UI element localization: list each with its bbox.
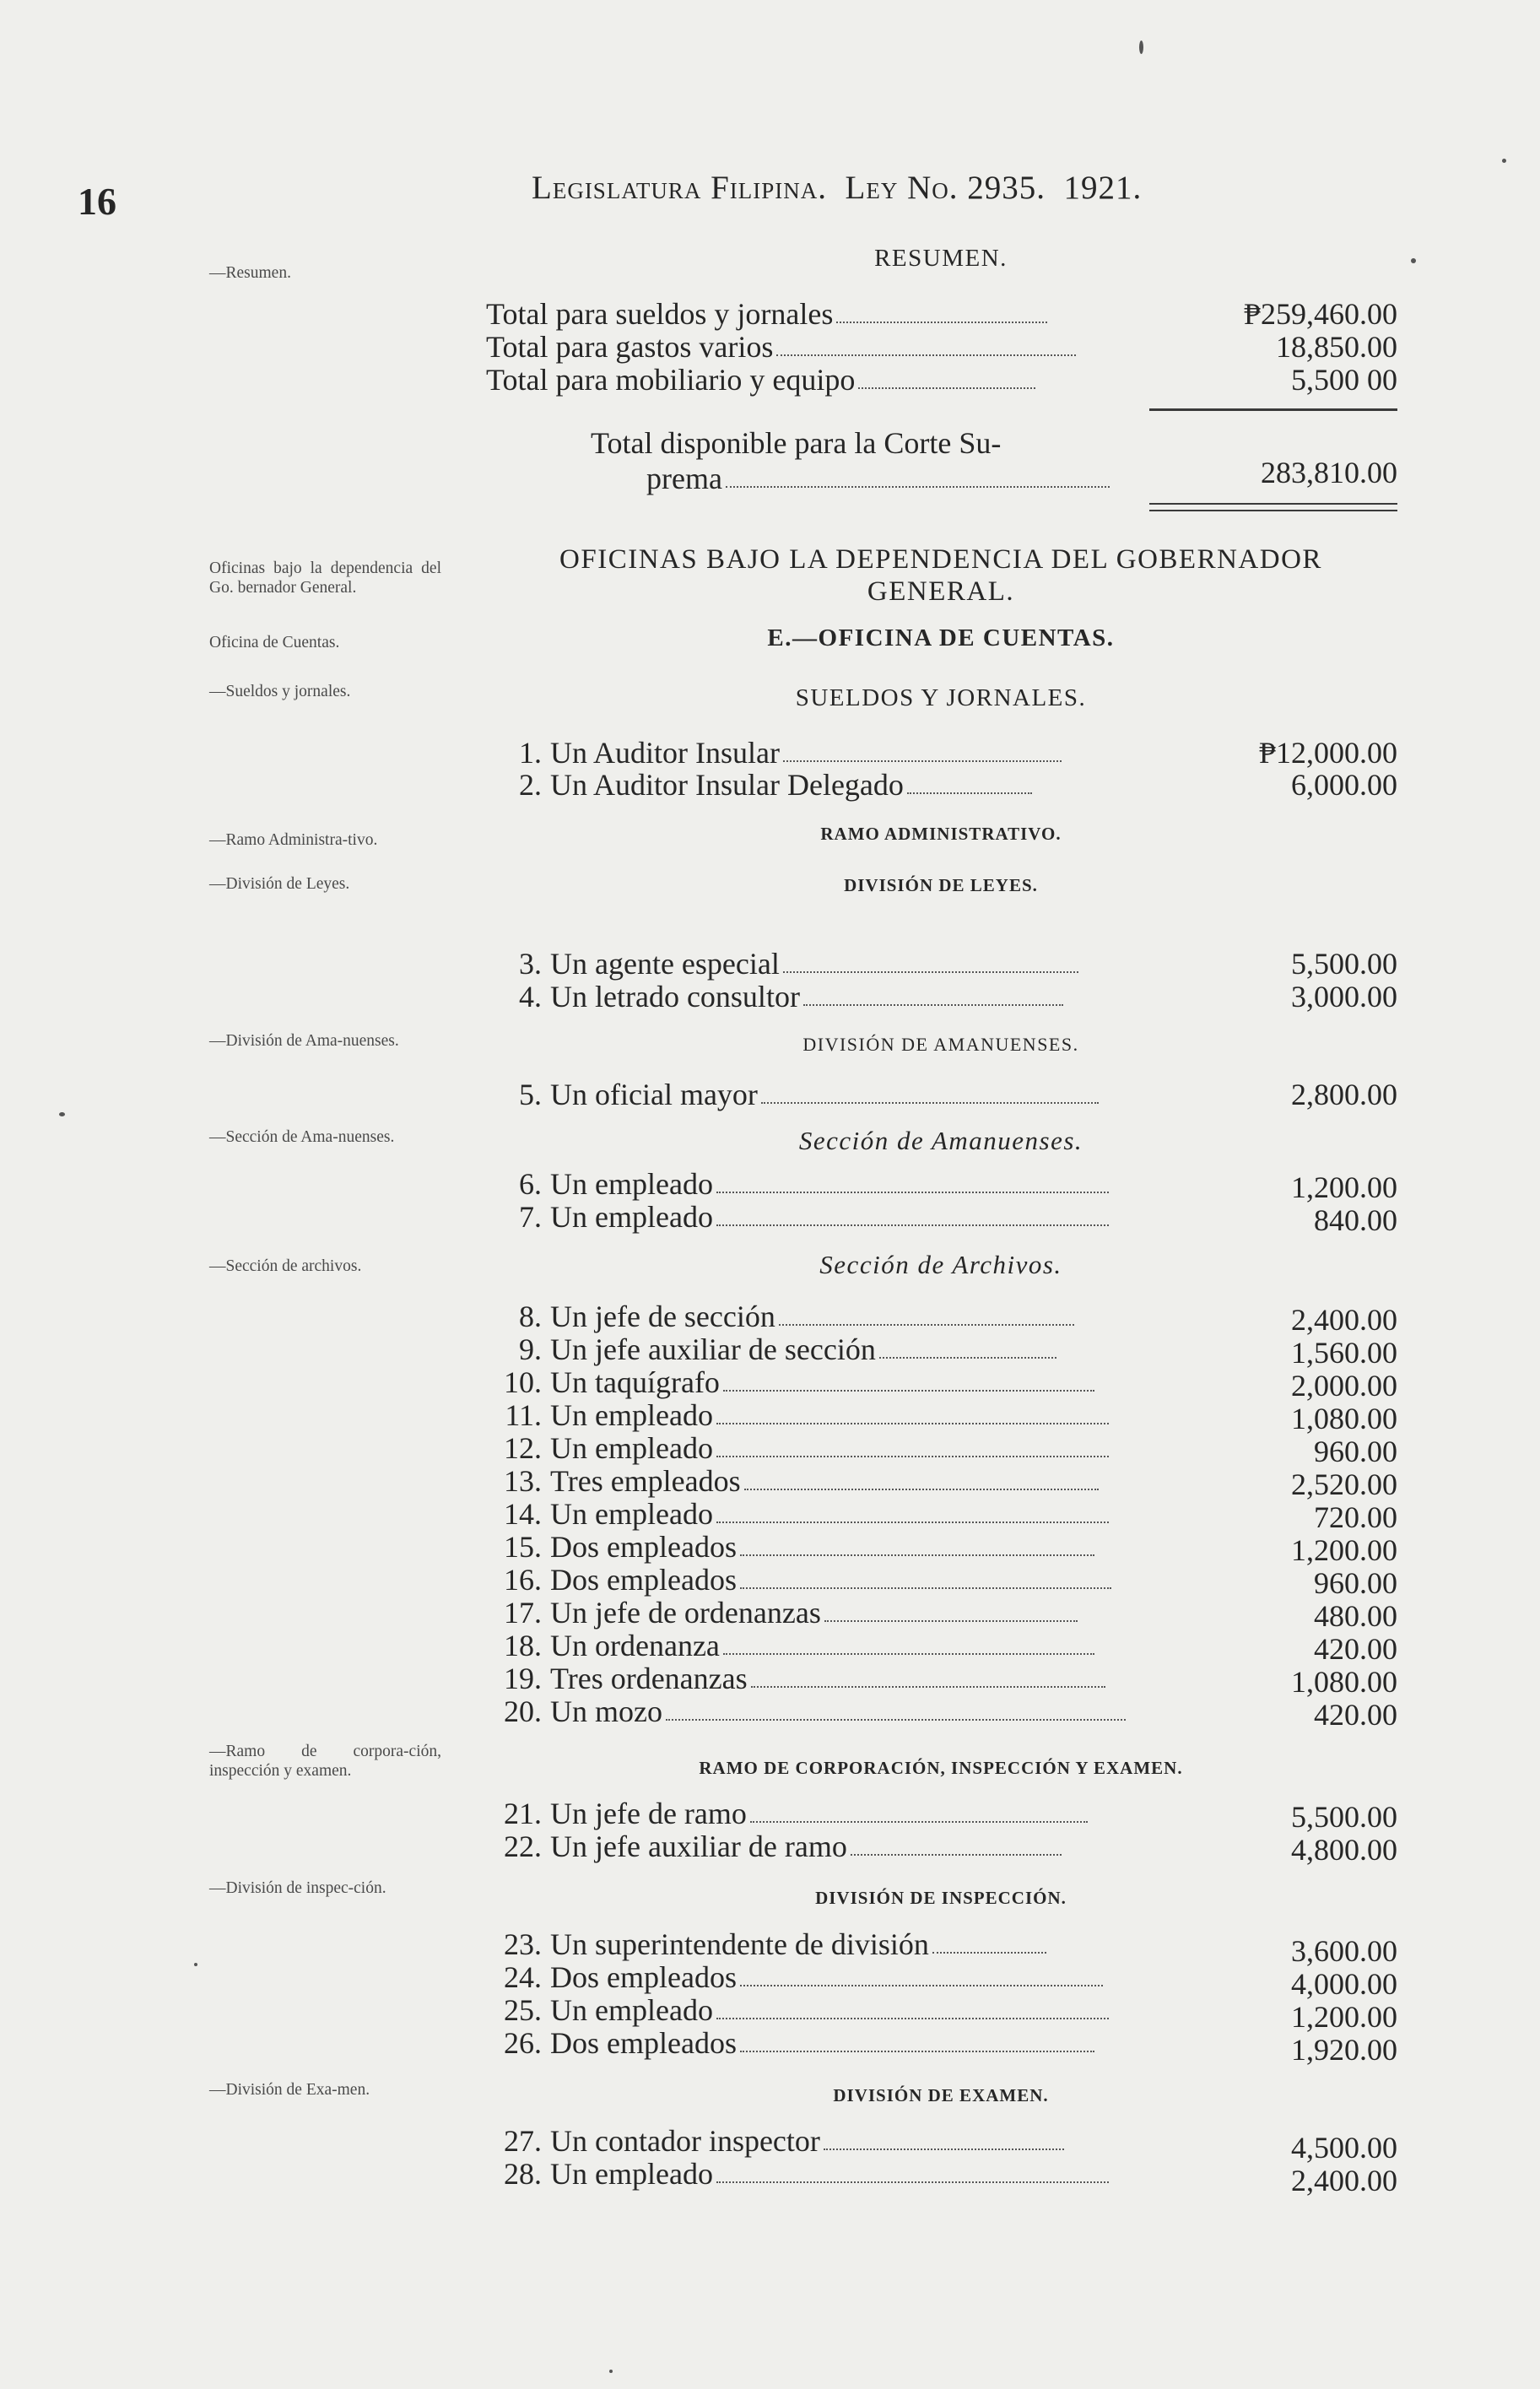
line-item-amount: ₱12,000.00: [1258, 736, 1397, 770]
margin-note-sueldos: —Sueldos y jornales.: [209, 683, 351, 700]
line-item-label: Un agente especial: [550, 947, 780, 981]
section-heading-seccion-amanuenses: Sección de Amanuenses.: [798, 1126, 1083, 1155]
dot-leader: [932, 1952, 1046, 1954]
line-item-label: Un empleado: [550, 1993, 713, 2027]
line-item: [486, 1797, 1088, 1830]
line-item-amount: 6,000.00: [1291, 768, 1397, 802]
dot-leader: [851, 1854, 1062, 1856]
margin-note-ramo-admin: —Ramo Administra-tivo.: [209, 831, 378, 849]
line-item-label: Un jefe auxiliar de ramo: [550, 1830, 847, 1863]
running-head-legislature: Legislatura Filipina.: [532, 170, 827, 206]
line-item-number: 1.: [519, 736, 542, 770]
resumen-line-label: Total para mobiliario y equipo: [486, 363, 856, 397]
line-item-label: Un contador inspector: [550, 2124, 820, 2158]
line-item-number: 19.: [504, 1662, 542, 1695]
dot-leader: [761, 1102, 1099, 1104]
line-item: [486, 1596, 1078, 1630]
dot-leader: [716, 1224, 1109, 1226]
resumen-line: [486, 363, 1035, 397]
line-item-amount: 2,400.00: [1291, 1303, 1397, 1337]
dot-leader: [723, 1390, 1094, 1392]
line-item: [486, 768, 1032, 802]
print-speck: [1411, 258, 1416, 263]
line-item-number: 20.: [504, 1694, 542, 1728]
resumen-line: [486, 330, 1076, 364]
line-item: [486, 1563, 1111, 1597]
line-item-label: Un Auditor Insular: [550, 736, 780, 770]
line-item: [486, 1993, 1109, 2027]
line-item-number: 14.: [504, 1497, 542, 1531]
dot-leader: [803, 1004, 1063, 1006]
print-speck: [1502, 159, 1506, 163]
line-item-amount: 1,080.00: [1291, 1665, 1397, 1699]
line-item: [486, 1694, 1126, 1728]
dot-leader: [824, 2148, 1064, 2150]
margin-note-division-amanuenses: —División de Ama-nuenses.: [209, 1032, 399, 1050]
line-item-label: Un taquígrafo: [550, 1365, 720, 1399]
line-item-label: Un superintendente de división: [550, 1927, 929, 1961]
dot-leader: [716, 1522, 1109, 1523]
resumen-line-label: Total para gastos varios: [486, 330, 774, 364]
line-item-amount: 4,500.00: [1291, 2131, 1397, 2165]
line-item-amount: 1,200.00: [1291, 1533, 1397, 1567]
line-item: [486, 1078, 1099, 1111]
line-item-label: Tres empleados: [550, 1464, 741, 1498]
dot-leader: [776, 354, 1076, 356]
dot-leader: [740, 1554, 1094, 1556]
line-item-number: 9.: [519, 1332, 542, 1366]
running-head: [532, 169, 1142, 207]
line-item-label: Un jefe de sección: [550, 1300, 775, 1333]
line-item-number: 18.: [504, 1629, 542, 1662]
line-item-amount: 5,500.00: [1291, 1800, 1397, 1834]
resumen-total-label-1: Total disponible para la Corte Su-: [591, 426, 1002, 460]
line-item: [486, 1431, 1109, 1465]
line-item-label: Un ordenanza: [550, 1629, 720, 1662]
line-item-label: Dos empleados: [550, 1960, 737, 1994]
resumen-total-row: [646, 462, 1110, 495]
margin-note-ramo-corporacion: —Ramo de corpora-ción, inspección y examen.: [209, 1743, 441, 1780]
margin-note-seccion-amanuenses: —Sección de Ama-nuenses.: [209, 1128, 395, 1146]
margin-note-division-leyes: —División de Leyes.: [209, 875, 350, 893]
line-item-amount: 1,920.00: [1291, 2033, 1397, 2067]
section-heading-ramo-admin: RAMO ADMINISTRATIVO.: [820, 824, 1062, 844]
line-item-number: 28.: [504, 2157, 542, 2191]
line-item: [486, 980, 1063, 1013]
line-item-amount: 420.00: [1314, 1698, 1397, 1732]
line-item-label: Un empleado: [550, 1497, 713, 1531]
margin-note-oficina-cuentas: Oficina de Cuentas.: [209, 634, 340, 651]
resumen-line-amount: 18,850.00: [1276, 330, 1397, 364]
resumen-total-amount: 283,810.00: [1261, 456, 1397, 489]
margin-note-oficinas: Oficinas bajo la dependencia del Go. bernador General.: [209, 559, 441, 597]
line-item-label: Un letrado consultor: [550, 980, 800, 1013]
line-item-amount: 960.00: [1314, 1566, 1397, 1600]
line-item: [486, 1398, 1109, 1432]
dot-leader: [716, 2181, 1109, 2183]
margin-note-division-inspeccion: —División de inspec-ción.: [209, 1879, 386, 1897]
section-heading-oficina-cuentas: E.—OFICINA DE CUENTAS.: [767, 624, 1115, 651]
line-item-number: 6.: [519, 1167, 542, 1201]
line-item: [486, 1662, 1105, 1695]
resumen-line-amount: 5,500 00: [1291, 363, 1397, 397]
line-item-number: 11.: [505, 1398, 542, 1432]
dot-leader: [744, 1489, 1099, 1490]
line-item-amount: 1,200.00: [1291, 1170, 1397, 1204]
line-item: [486, 1200, 1109, 1234]
line-item-amount: 480.00: [1314, 1599, 1397, 1633]
line-item-number: 21.: [504, 1797, 542, 1830]
dot-leader: [740, 1587, 1111, 1589]
line-item: [486, 1300, 1074, 1333]
print-speck: [1139, 41, 1143, 54]
line-item-label: Dos empleados: [550, 2026, 737, 2060]
line-item-label: Un empleado: [550, 1431, 713, 1465]
line-item-number: 17.: [504, 1596, 542, 1630]
dot-leader: [879, 1357, 1056, 1359]
line-item-amount: 5,500.00: [1291, 947, 1397, 981]
line-item: [486, 1167, 1109, 1201]
line-item-label: Un empleado: [550, 1200, 713, 1234]
print-speck: [609, 2370, 613, 2373]
line-item-number: 3.: [519, 947, 542, 981]
line-item-amount: 4,000.00: [1291, 1967, 1397, 2001]
line-item-number: 7.: [519, 1200, 542, 1234]
dot-leader: [716, 1456, 1109, 1457]
dot-leader: [836, 322, 1047, 323]
line-item-amount: 960.00: [1314, 1435, 1397, 1468]
dot-leader: [783, 760, 1062, 762]
margin-note-seccion-archivos: —Sección de archivos.: [209, 1257, 362, 1275]
line-item: [486, 2157, 1109, 2191]
dot-leader: [751, 1686, 1105, 1688]
line-item-amount: 1,560.00: [1291, 1336, 1397, 1370]
sum-rule: [1149, 408, 1397, 411]
resumen-total-label-2: prema: [646, 462, 722, 495]
line-item: [486, 1530, 1094, 1564]
page-number: 16: [78, 180, 116, 223]
line-item: [486, 1332, 1056, 1366]
line-item-label: Tres ordenanzas: [550, 1662, 748, 1695]
line-item: [486, 1629, 1094, 1662]
dot-leader: [740, 1985, 1103, 1986]
line-item-number: 12.: [504, 1431, 542, 1465]
line-item-amount: 1,080.00: [1291, 1402, 1397, 1435]
resumen-line: [486, 297, 1047, 331]
line-item-amount: 1,200.00: [1291, 2000, 1397, 2034]
line-item: [486, 947, 1078, 981]
line-item-amount: 2,800.00: [1291, 1078, 1397, 1111]
line-item-label: Un empleado: [550, 1167, 713, 1201]
line-item: [486, 736, 1062, 770]
dot-leader: [723, 1653, 1094, 1655]
section-heading-oficinas-2: GENERAL.: [867, 576, 1015, 607]
line-item-amount: 420.00: [1314, 1632, 1397, 1666]
line-item-amount: 3,600.00: [1291, 1934, 1397, 1968]
dot-leader: [824, 1620, 1078, 1622]
line-item-label: Un mozo: [550, 1694, 662, 1728]
section-heading-division-amanuenses: DIVISIÓN DE AMANUENSES.: [802, 1034, 1079, 1055]
line-item-number: 22.: [504, 1830, 542, 1863]
section-heading-seccion-archivos: Sección de Archivos.: [819, 1250, 1062, 1279]
line-item-number: 24.: [504, 1960, 542, 1994]
running-head-law: Ley No. 2935.: [845, 170, 1046, 206]
running-head-year: 1921.: [1063, 170, 1143, 206]
section-heading-sueldos: SUELDOS Y JORNALES.: [795, 684, 1087, 711]
section-heading-ramo-corporacion: RAMO DE CORPORACIÓN, INSPECCIÓN Y EXAMEN.: [699, 1758, 1183, 1778]
section-heading-division-leyes: DIVISIÓN DE LEYES.: [844, 875, 1038, 895]
line-item-number: 2.: [519, 768, 542, 802]
line-item-number: 13.: [504, 1464, 542, 1498]
section-heading-division-inspeccion: DIVISIÓN DE INSPECCIÓN.: [815, 1888, 1067, 1908]
dot-leader: [726, 486, 1110, 488]
line-item-label: Dos empleados: [550, 1563, 737, 1597]
dot-leader: [783, 971, 1078, 973]
print-speck: [194, 1963, 197, 1966]
line-item-amount: 4,800.00: [1291, 1833, 1397, 1867]
line-item: [486, 1365, 1094, 1399]
line-item-amount: 3,000.00: [1291, 980, 1397, 1013]
line-item-number: 5.: [519, 1078, 542, 1111]
line-item-number: 26.: [504, 2026, 542, 2060]
line-item-number: 25.: [504, 1993, 542, 2027]
line-item-label: Dos empleados: [550, 1530, 737, 1564]
line-item-number: 16.: [504, 1563, 542, 1597]
line-item-amount: 2,520.00: [1291, 1467, 1397, 1501]
print-speck: [59, 1112, 65, 1116]
dot-leader: [716, 2018, 1109, 2019]
line-item: [486, 2026, 1094, 2060]
line-item-label: Un Auditor Insular Delegado: [550, 768, 904, 802]
dot-leader: [779, 1324, 1074, 1326]
line-item-amount: 2,400.00: [1291, 2164, 1397, 2197]
total-double-rule: [1149, 503, 1397, 511]
line-item: [486, 1927, 1046, 1961]
line-item: [486, 2124, 1064, 2158]
line-item: [486, 1464, 1099, 1498]
dot-leader: [907, 792, 1032, 794]
line-item-label: Un jefe auxiliar de sección: [550, 1332, 876, 1366]
line-item-label: Un jefe de ramo: [550, 1797, 747, 1830]
line-item-number: 4.: [519, 980, 542, 1013]
resumen-line-label: Total para sueldos y jornales: [486, 297, 834, 331]
resumen-title: RESUMEN.: [874, 245, 1008, 272]
line-item-amount: 2,000.00: [1291, 1369, 1397, 1403]
line-item-label: Un oficial mayor: [550, 1078, 758, 1111]
dot-leader: [666, 1719, 1126, 1721]
dot-leader: [740, 2051, 1094, 2052]
line-item-number: 23.: [504, 1927, 542, 1961]
line-item-label: Un empleado: [550, 1398, 713, 1432]
line-item-number: 10.: [504, 1365, 542, 1399]
margin-note-resumen: —Resumen.: [209, 264, 291, 282]
section-heading-oficinas-1: OFICINAS BAJO LA DEPENDENCIA DEL GOBERNADOR: [559, 544, 1322, 575]
dot-leader: [858, 387, 1035, 389]
line-item-label: Un empleado: [550, 2157, 713, 2191]
line-item: [486, 1960, 1103, 1994]
line-item-amount: 840.00: [1314, 1203, 1397, 1237]
line-item-amount: 720.00: [1314, 1500, 1397, 1534]
line-item-number: 15.: [504, 1530, 542, 1564]
dot-leader: [716, 1423, 1109, 1424]
line-item-label: Un jefe de ordenanzas: [550, 1596, 821, 1630]
line-item: [486, 1497, 1109, 1531]
line-item-number: 8.: [519, 1300, 542, 1333]
dot-leader: [716, 1192, 1109, 1193]
line-item-number: 27.: [504, 2124, 542, 2158]
line-item: [486, 1830, 1062, 1863]
resumen-line-amount: ₱259,460.00: [1243, 297, 1397, 331]
margin-note-division-examen: —División de Exa-men.: [209, 2081, 370, 2099]
section-heading-division-examen: DIVISIÓN DE EXAMEN.: [833, 2085, 1049, 2105]
dot-leader: [750, 1821, 1088, 1823]
